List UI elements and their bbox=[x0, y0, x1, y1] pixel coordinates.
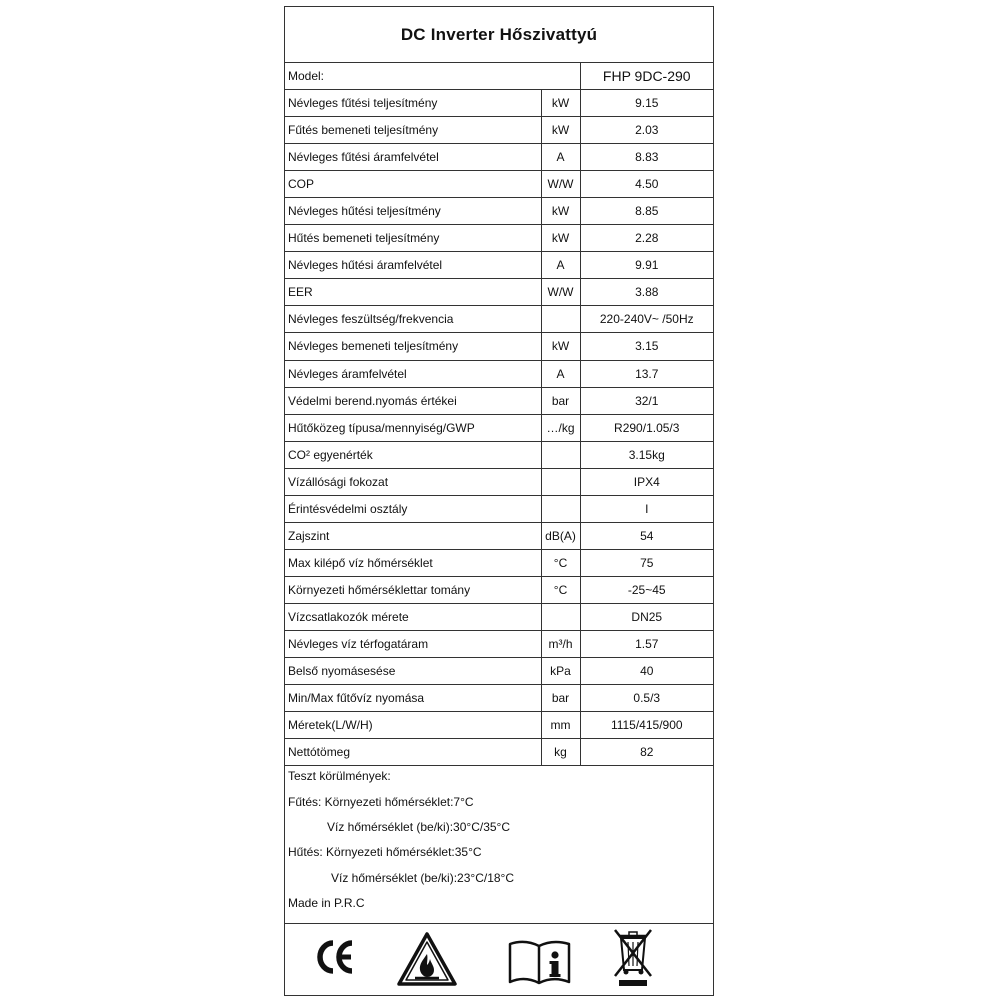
spec-value: R290/1.05/3 bbox=[580, 414, 713, 441]
spec-unit: A bbox=[541, 252, 580, 279]
model-row bbox=[285, 63, 713, 90]
spec-unit: kg bbox=[541, 739, 580, 766]
spec-row bbox=[285, 468, 713, 495]
test-conditions bbox=[285, 761, 713, 924]
spec-value: 3.15kg bbox=[580, 441, 713, 468]
spec-param: Vízállósági fokozat bbox=[285, 468, 541, 495]
spec-param: Névleges hűtési teljesítmény bbox=[285, 198, 541, 225]
spec-value: 2.03 bbox=[580, 117, 713, 144]
cooling-water: Víz hőmérséklet (be/ki):23°C/18°C bbox=[331, 871, 514, 885]
ce-mark-icon bbox=[315, 936, 355, 978]
origin: Made in P.R.C bbox=[288, 896, 365, 910]
spec-unit: kW bbox=[541, 225, 580, 252]
spec-param: Hűtőközeg típusa/mennyiség/GWP bbox=[285, 414, 541, 441]
model-value: FHP 9DC-290 bbox=[580, 63, 713, 90]
spec-value: 9.15 bbox=[580, 90, 713, 117]
spec-row bbox=[285, 117, 713, 144]
spec-param: Belső nyomásesése bbox=[285, 658, 541, 685]
spec-value: 75 bbox=[580, 549, 713, 576]
spec-value: 2.28 bbox=[580, 225, 713, 252]
spec-value: I bbox=[580, 495, 713, 522]
spec-value: IPX4 bbox=[580, 468, 713, 495]
spec-param: Névleges fűtési teljesítmény bbox=[285, 90, 541, 117]
spec-row bbox=[285, 90, 713, 117]
spec-value: 82 bbox=[580, 739, 713, 766]
spec-param: Névleges hűtési áramfelvétel bbox=[285, 252, 541, 279]
spec-unit: bar bbox=[541, 387, 580, 414]
spec-param: Névleges fűtési áramfelvétel bbox=[285, 144, 541, 171]
spec-param: Hűtés bemeneti teljesítmény bbox=[285, 225, 541, 252]
spec-row bbox=[285, 279, 713, 306]
spec-unit bbox=[541, 603, 580, 630]
spec-param: COP bbox=[285, 171, 541, 198]
spec-unit: kPa bbox=[541, 658, 580, 685]
spec-value: 220-240V~ /50Hz bbox=[580, 306, 713, 333]
spec-param: Max kilépő víz hőmérséklet bbox=[285, 549, 541, 576]
spec-param: Védelmi berend.nyomás értékei bbox=[285, 387, 541, 414]
spec-unit: kW bbox=[541, 90, 580, 117]
spec-row bbox=[285, 198, 713, 225]
spec-table bbox=[285, 63, 713, 766]
heating-water: Víz hőmérséklet (be/ki):30°C/35°C bbox=[327, 820, 510, 834]
spec-unit: kW bbox=[541, 117, 580, 144]
spec-row bbox=[285, 603, 713, 630]
spec-unit: kW bbox=[541, 198, 580, 225]
spec-unit: mm bbox=[541, 712, 580, 739]
spec-unit: …/kg bbox=[541, 414, 580, 441]
spec-value: 1.57 bbox=[580, 630, 713, 657]
spec-value: 40 bbox=[580, 658, 713, 685]
spec-unit: °C bbox=[541, 576, 580, 603]
spec-value: 32/1 bbox=[580, 387, 713, 414]
spec-row bbox=[285, 712, 713, 739]
spec-row bbox=[285, 414, 713, 441]
spec-unit: °C bbox=[541, 549, 580, 576]
spec-row bbox=[285, 495, 713, 522]
spec-row bbox=[285, 522, 713, 549]
weee-crossed-bin-icon bbox=[611, 924, 655, 988]
spec-unit: bar bbox=[541, 685, 580, 712]
spec-param: Nettótömeg bbox=[285, 739, 541, 766]
spec-param: CO² egyenérték bbox=[285, 441, 541, 468]
cooling-ambient: Hűtés: Környezeti hőmérséklet:35°C bbox=[288, 845, 482, 859]
spec-row bbox=[285, 630, 713, 657]
spec-value: 3.15 bbox=[580, 333, 713, 360]
spec-row bbox=[285, 360, 713, 387]
spec-param: Névleges víz térfogatáram bbox=[285, 630, 541, 657]
test-conditions-heading: Teszt körülmények: bbox=[288, 769, 391, 783]
spec-row bbox=[285, 333, 713, 360]
spec-row bbox=[285, 549, 713, 576]
spec-param: Környezeti hőmérséklettar tomány bbox=[285, 576, 541, 603]
spec-param: Vízcsatlakozók mérete bbox=[285, 603, 541, 630]
spec-unit bbox=[541, 468, 580, 495]
spec-row bbox=[285, 144, 713, 171]
spec-row bbox=[285, 171, 713, 198]
spec-param: Méretek(L/W/H) bbox=[285, 712, 541, 739]
spec-row bbox=[285, 306, 713, 333]
spec-row bbox=[285, 252, 713, 279]
spec-value: 0.5/3 bbox=[580, 685, 713, 712]
spec-value: 8.83 bbox=[580, 144, 713, 171]
spec-value: -25~45 bbox=[580, 576, 713, 603]
spec-param: Névleges áramfelvétel bbox=[285, 360, 541, 387]
spec-value: 8.85 bbox=[580, 198, 713, 225]
page-title: DC Inverter Hőszivattyú bbox=[285, 7, 713, 63]
spec-unit: A bbox=[541, 360, 580, 387]
spec-param: Fűtés bemeneti teljesítmény bbox=[285, 117, 541, 144]
certification-icons bbox=[285, 924, 713, 995]
spec-unit: m³/h bbox=[541, 630, 580, 657]
spec-param: Min/Max fűtővíz nyomása bbox=[285, 685, 541, 712]
spec-param: Névleges bemeneti teljesítmény bbox=[285, 333, 541, 360]
spec-unit: dB(A) bbox=[541, 522, 580, 549]
spec-row bbox=[285, 576, 713, 603]
spec-row bbox=[285, 441, 713, 468]
spec-value: 13.7 bbox=[580, 360, 713, 387]
spec-value: 3.88 bbox=[580, 279, 713, 306]
spec-row bbox=[285, 225, 713, 252]
spec-row bbox=[285, 658, 713, 685]
spec-value: 1115/415/900 bbox=[580, 712, 713, 739]
spec-unit: kW bbox=[541, 333, 580, 360]
spec-param: Érintésvédelmi osztály bbox=[285, 495, 541, 522]
spec-unit bbox=[541, 441, 580, 468]
model-label: Model: bbox=[285, 63, 580, 90]
spec-unit bbox=[541, 306, 580, 333]
spec-value: DN25 bbox=[580, 603, 713, 630]
spec-param: Zajszint bbox=[285, 522, 541, 549]
spec-row bbox=[285, 387, 713, 414]
spec-unit: W/W bbox=[541, 171, 580, 198]
spec-row bbox=[285, 685, 713, 712]
spec-unit: W/W bbox=[541, 279, 580, 306]
read-manual-icon bbox=[507, 938, 573, 986]
heating-ambient: Fűtés: Környezeti hőmérséklet:7°C bbox=[288, 795, 474, 809]
spec-unit bbox=[541, 495, 580, 522]
spec-param: Névleges feszültség/frekvencia bbox=[285, 306, 541, 333]
flammable-warning-icon bbox=[397, 932, 457, 986]
spec-unit: A bbox=[541, 144, 580, 171]
spec-value: 4.50 bbox=[580, 171, 713, 198]
spec-value: 54 bbox=[580, 522, 713, 549]
spec-param: EER bbox=[285, 279, 541, 306]
spec-value: 9.91 bbox=[580, 252, 713, 279]
spec-label-sheet bbox=[284, 6, 714, 996]
